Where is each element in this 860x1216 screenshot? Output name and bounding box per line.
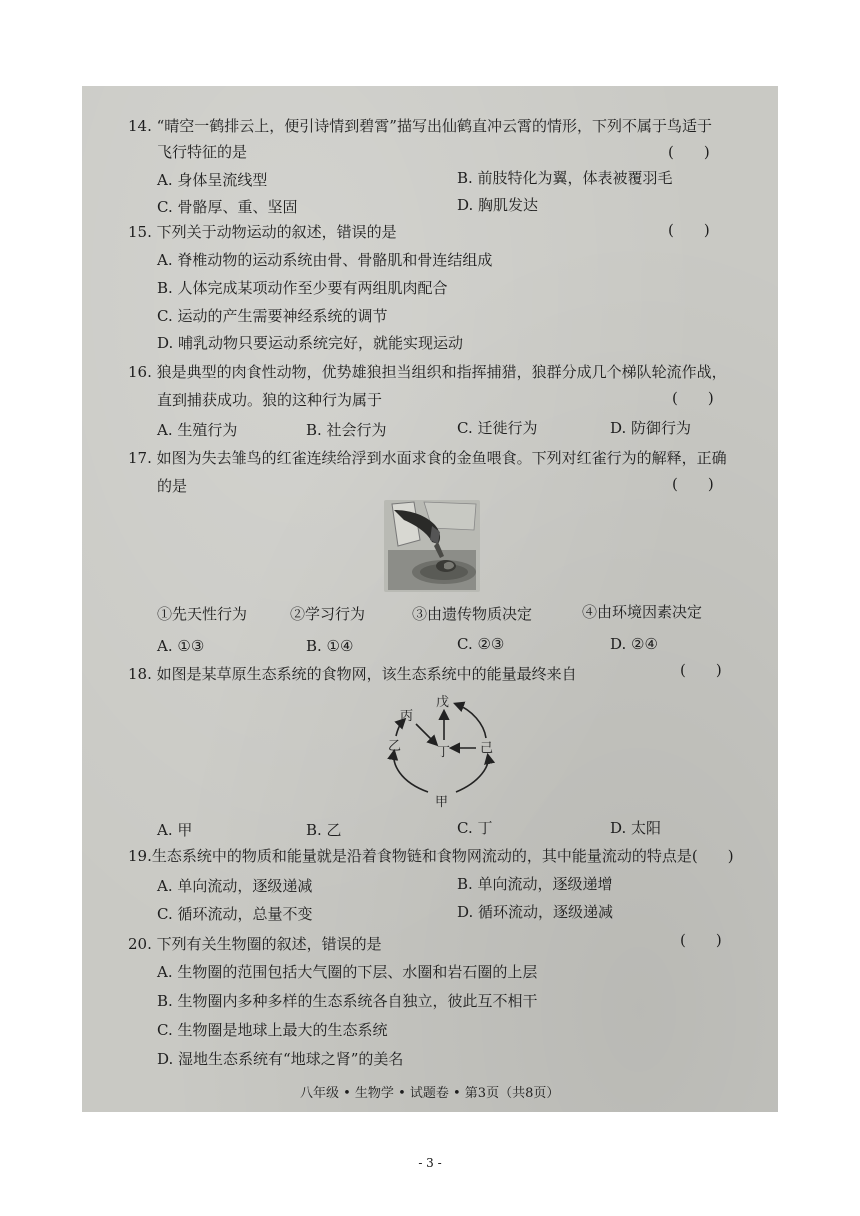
q16-answer-bracket: ( ) (672, 389, 714, 407)
q16-stem-line1: 16. 狼是典型的肉食性动物，优势雄狼担当组织和指挥捕猎，狼群分成几个梯队轮流作战， (128, 363, 727, 381)
q16-option-d: D. 防御行为 (610, 419, 692, 437)
arrow-bing-to-ding (416, 724, 436, 744)
q15-stem: 15. 下列关于动物运动的叙述，错误的是 (128, 223, 397, 241)
node-ji: 己 (480, 741, 494, 756)
arrow-jia-to-ji (456, 756, 488, 792)
page-number: - 3 - (418, 1156, 442, 1170)
q18-option-d: D. 太阳 (610, 819, 662, 837)
q17-statement-1: ①先天性行为 (157, 605, 248, 623)
q17-statement-4: ④由环境因素决定 (582, 603, 703, 621)
q17-statement-3: ③由遗传物质决定 (412, 605, 533, 623)
page-footer: 八年级 • 生物学 • 试题卷 • 第3页（共8页） (300, 1086, 560, 1101)
q20-option-c: C. 生物圈是地球上最大的生态系统 (157, 1021, 388, 1039)
q18-option-a: A. 甲 (157, 821, 193, 839)
q20-option-b: B. 生物圈内多种多样的生态系统各自独立，彼此互不相干 (157, 992, 538, 1010)
q17-option-c: C. ②③ (457, 635, 505, 653)
food-web-diagram (380, 690, 500, 808)
q18-option-c: C. 丁 (457, 819, 493, 837)
q14-stem-line2: 飞行特征的是 (157, 143, 248, 161)
q17-stem-line2: 的是 (157, 477, 188, 495)
q17-option-b: B. ①④ (306, 637, 354, 655)
q16-option-c: C. 迁徙行为 (457, 419, 538, 437)
q19-option-a: A. 单向流动，逐级递减 (157, 877, 313, 895)
q14-option-c: C. 骨骼厚、重、坚固 (157, 198, 298, 216)
q15-option-d: D. 哺乳动物只要运动系统完好，就能实现运动 (157, 334, 464, 352)
q19-option-b: B. 单向流动，逐级递增 (457, 875, 613, 893)
q17-option-a: A. ①③ (157, 637, 205, 655)
q20-stem: 20. 下列有关生物圈的叙述，错误的是 (128, 935, 382, 953)
q15-answer-bracket: ( ) (668, 221, 710, 239)
q15-option-b: B. 人体完成某项动作至少要有两组肌肉配合 (157, 279, 448, 297)
q14-answer-bracket: ( ) (668, 143, 710, 161)
q20-answer-bracket: ( ) (680, 931, 722, 949)
q17-stem-line1: 17. 如图为失去雏鸟的红雀连续给浮到水面求食的金鱼喂食。下列对红雀行为的解释，正确 (128, 449, 727, 467)
node-ding: 丁 (437, 745, 451, 760)
bird-feeding-fish-illustration (384, 500, 480, 592)
q17-statement-2: ②学习行为 (290, 605, 366, 623)
q17-option-d: D. ②④ (610, 635, 658, 653)
q14-stem-line1: 14. “晴空一鹤排云上，便引诗情到碧霄”描写出仙鹤直冲云霄的情形，下列不属于鸟适于 (128, 117, 712, 135)
q16-option-b: B. 社会行为 (306, 421, 387, 439)
q19-stem: 19.生态系统中的物质和能量就是沿着食物链和食物网流动的，其中能量流动的特点是( ) (128, 847, 734, 865)
arrow-ji-to-wu (456, 704, 486, 738)
q19-option-c: C. 循环流动，总量不变 (157, 905, 313, 923)
node-wu: 戊 (436, 695, 450, 710)
q15-option-a: A. 脊椎动物的运动系统由骨、骨骼肌和骨连结组成 (157, 251, 493, 269)
node-jia: 甲 (435, 795, 449, 808)
q15-option-c: C. 运动的产生需要神经系统的调节 (157, 307, 388, 325)
q18-option-b: B. 乙 (306, 821, 342, 839)
q20-option-a: A. 生物圈的范围包括大气圈的下层、水圈和岩石圈的上层 (157, 963, 538, 981)
q19-option-d: D. 循环流动，逐级递减 (457, 903, 614, 921)
node-bing: 丙 (400, 709, 414, 724)
q17-answer-bracket: ( ) (672, 475, 714, 493)
q14-option-a: A. 身体呈流线型 (157, 171, 268, 189)
q14-option-b: B. 前肢特化为翼，体表被覆羽毛 (457, 169, 673, 187)
q16-stem-line2: 直到捕获成功。狼的这种行为属于 (157, 391, 383, 409)
node-yi: 乙 (388, 739, 402, 754)
q18-answer-bracket: ( ) (680, 661, 722, 679)
q20-option-d: D. 湿地生态系统有“地球之肾”的美名 (157, 1050, 404, 1068)
arrow-jia-to-yi (394, 752, 428, 792)
q16-option-a: A. 生殖行为 (157, 421, 238, 439)
q18-stem: 18. 如图是某草原生态系统的食物网，该生态系统中的能量最终来自 (128, 665, 577, 683)
q14-option-d: D. 胸肌发达 (457, 196, 539, 214)
